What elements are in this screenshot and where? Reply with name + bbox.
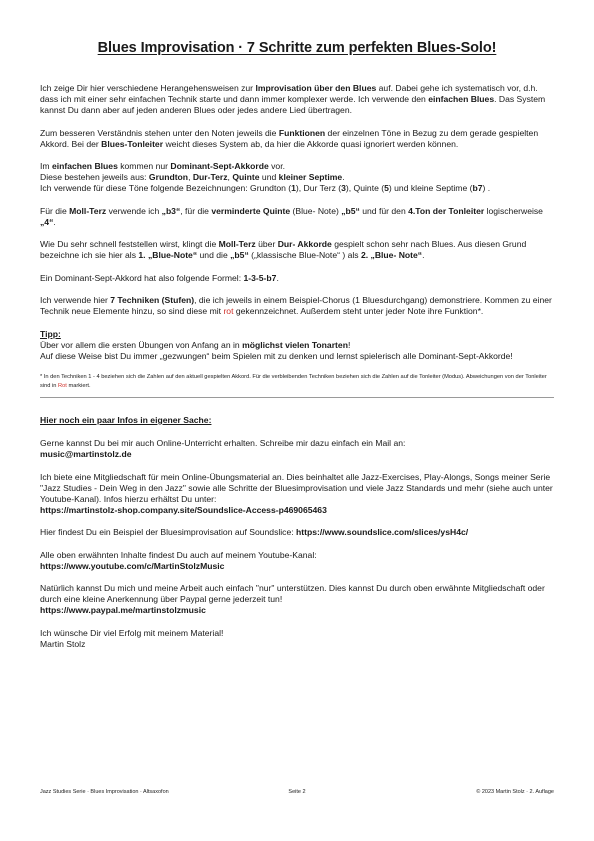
footer-series: Jazz Studies Serie · Blues Improvisation · Altsaxofon <box>40 789 169 795</box>
intro-paragraph <box>40 83 554 116</box>
p3-run: ) . <box>482 183 491 193</box>
p4-run: , für die <box>180 205 212 216</box>
p1-run: Ich zeige Dir hier verschiedene Herangehensweisen zur <box>40 83 256 93</box>
p5-run: . <box>422 250 425 260</box>
i3-run: Hier findest Du ein Beispiel der Bluesimprovisation auf Soundslice: <box>40 527 297 537</box>
p3-run: kleiner Septime <box>278 172 343 182</box>
p5-run: 1. „Blue-Note“ <box>138 250 198 260</box>
p1-run: Improvisation über den Blues <box>255 83 377 93</box>
p2-run: Funktionen <box>278 127 326 138</box>
tip_body-run: ! <box>347 339 351 350</box>
closing-paragraph <box>40 628 554 650</box>
info-paypal-paragraph <box>40 583 554 616</box>
section-divider <box>40 397 554 398</box>
p2-run: der einzelnen Töne in Bezug zu dem gerade gespielten Akkord. Bei der <box>40 127 539 149</box>
p6-run: 1-3-5-b7 <box>243 272 277 283</box>
p3-run: Quinte <box>232 172 260 182</box>
p5-run: über <box>255 239 278 249</box>
p3-run: 1 <box>291 183 296 193</box>
p5-run: („klassische Blue-Note“ ) als <box>248 250 361 260</box>
p4-run: Für die <box>40 205 70 216</box>
techniques-paragraph <box>40 295 554 317</box>
p5-run: Moll-Terz <box>218 239 256 249</box>
p3-run: und <box>259 172 279 182</box>
p1-run: . Das System kannst Du dann aber auf jeden anderen Blues oder jedes andere Lied übertragen. <box>40 94 546 115</box>
p2-run: Zum besseren Verständnis stehen unter den Noten jeweils die <box>40 127 279 138</box>
i6-run: Ich wünsche Dir viel Erfolg mit meinem Material! <box>40 627 224 638</box>
p4-run: . <box>53 216 56 227</box>
i1-run: music@martinstolz.de <box>40 449 132 459</box>
p4-run: „b3“ <box>161 205 181 216</box>
p4-run: „b5“ <box>341 205 360 216</box>
p4-run: verminderte Quinte <box>211 205 291 216</box>
p3-run: 3 <box>341 183 346 193</box>
info-soundslice-paragraph <box>40 527 554 538</box>
p3-run: Dominant-Sept-Akkorde <box>170 161 269 171</box>
chord-tones-paragraph <box>40 161 554 194</box>
i4-run: Alle oben erwähnten Inhalte findest Du auch auf meinem Youtube-Kanal: <box>40 549 317 560</box>
p5-run: „b5“ <box>230 250 249 260</box>
p5-run: Wie Du sehr schnell feststellen wirst, klingt die <box>40 239 219 249</box>
p3-run: Im <box>40 161 52 171</box>
p5-run: Dur- Akkorde <box>277 239 332 249</box>
p3-run: 5 <box>384 183 389 193</box>
p3-run: b7 <box>472 183 483 193</box>
p3-run: , <box>227 172 233 182</box>
p4-run: 4.Ton der Tonleiter <box>408 205 485 216</box>
i1-run: Gerne kannst Du bei mir auch Online-Unterricht erhalten. Schreibe mir dazu einfach ein Mail an: <box>40 438 406 448</box>
p3-run: Grundton <box>148 172 189 182</box>
footnote-run: * In den Techniken 1 - 4 beziehen sich die Zahlen auf den aktuell gespielten Akkord. Für die verbleibenden Techniken beziehen sich die Zahlen auf die Tonleiter (Modus). Abweichungen von der Tonleiter sind in <box>40 374 547 389</box>
tip-paragraph <box>40 340 554 362</box>
p4-run: verwende ich <box>106 205 162 216</box>
p4-run: und für den <box>359 205 409 216</box>
info-lessons-paragraph <box>40 438 554 460</box>
p4-run: logischerweise <box>484 205 543 216</box>
i5-run: https://www.paypal.me/martinstolzmusic <box>40 605 206 615</box>
p4-run: (Blue- Note) <box>290 205 342 216</box>
p3-run: ) und kleine Septime ( <box>388 183 473 193</box>
info-membership-paragraph <box>40 472 554 516</box>
footer-page-number: Seite 2 <box>288 789 306 795</box>
p3-run: kommen nur <box>117 161 171 171</box>
p2-run: weicht dieses System ab, da hier die Akkorde quasi ignoriert werden können. <box>163 138 459 149</box>
p1-run: einfachen Blues <box>428 94 495 104</box>
tip_body-run: möglichst vielen Tonarten <box>242 339 348 350</box>
page-title: Blues Improvisation · 7 Schritte zum perfekten Blues-Solo! <box>97 40 497 56</box>
p6-run: . <box>276 272 279 283</box>
p5-run: gespielt schon sehr nach Blues. Aus diesen Grund bezeichne ich sie hier als <box>40 239 527 260</box>
formula-paragraph <box>40 273 554 284</box>
p3-run: ), Quinte ( <box>345 183 385 193</box>
info-youtube-paragraph <box>40 550 554 572</box>
p7-run: gekennzeichnet. Außerdem steht unter jeder Note ihre Funktion*. <box>233 306 484 316</box>
footnote-run: Rot <box>58 382 67 389</box>
p3-run: ), Dur Terz ( <box>295 183 342 193</box>
p1-run: auf. Dabei gehe ich systematisch vor, d.h. dass ich mit einer sehr einfachen Technik starte und dann immer komplexer werde. Ich verwende den <box>40 83 538 104</box>
p2-run: Blues-Tonleiter <box>101 138 164 149</box>
tip-heading: Tipp: <box>40 328 61 339</box>
p3-run: Ich verwende für diese Töne folgende Bezeichnungen: Grundton ( <box>40 183 292 193</box>
document-page <box>40 40 554 661</box>
functions-paragraph <box>40 128 554 150</box>
i2-run: Ich biete eine Mitgliedschaft für mein Online-Übungsmaterial an. Dies beinhaltet alle Jazz-Exercises, Play-Alongs, Songs meiner Serie "Jazz Studies - Dein Weg in den Jazz" sowie alle Schritte der Bluesimprovisation und viele Jazz Standards und mehr (siehe auch unter Youtube-Kanal). Infos hierzu erhältst Du unter: <box>40 471 553 504</box>
footer-copyright: © 2023 Martin Stolz · 2. Auflage <box>476 789 554 795</box>
footnote-run: markiert. <box>66 382 91 389</box>
p5-run: 2. „Blue- Note“ <box>360 250 423 260</box>
footnote <box>40 373 554 390</box>
p3-run: Diese bestehen jeweils aus: <box>40 172 149 182</box>
p7-run: Ich verwende hier <box>40 295 111 305</box>
p5-run: und die <box>197 250 231 260</box>
tip_body-run: Auf diese Weise bist Du immer „gezwungen“ beim Spielen mit zu denken und lernst spielerisch alle Dominant-Sept-Akkorde! <box>40 350 513 361</box>
page-footer <box>40 789 554 795</box>
p7-run: 7 Techniken (Stufen) <box>110 295 195 305</box>
i4-run: https://www.youtube.com/c/MartinStolzMusic <box>40 560 225 571</box>
p3-run: . <box>342 172 345 182</box>
p7-run: , die ich jeweils in einem Beispiel-Chorus (1 Bluesdurchgang) demonstriere. Kommen zu einer Technik neue Elemente hinzu, so sind diese mit <box>40 295 552 316</box>
blue-notes-naming-paragraph <box>40 206 554 228</box>
p4-run: „4“ <box>40 216 54 227</box>
p3-run: einfachen Blues <box>51 161 118 171</box>
p6-run: Ein Dominant-Sept-Akkord hat also folgende Formel: <box>40 272 244 283</box>
blue-notes-paragraph <box>40 239 554 261</box>
p7-run: rot <box>223 306 234 316</box>
p3-run: vor. <box>268 161 285 171</box>
i5-run: Natürlich kannst Du mich und meine Arbeit auch einfach "nur" unterstützen. Dies kannst Du durch oben erwähnte Mitgliedschaft oder durch eine kleine Anerkennung über Paypal gerne jederzeit tun! <box>40 583 545 604</box>
i2-run: https://martinstolz-shop.company.site/Soundslice-Access-p469065463 <box>40 504 327 515</box>
i3-run: https://www.soundslice.com/slices/ysH4c/ <box>296 527 469 537</box>
p3-run: , <box>188 172 193 182</box>
p3-run: Dur-Terz <box>192 172 228 182</box>
i6-run: Martin Stolz <box>40 638 86 649</box>
info-heading: Hier noch ein paar Infos in eigener Sache: <box>40 415 212 425</box>
p4-run: Moll-Terz <box>69 205 107 216</box>
tip_body-run: Über vor allem die ersten Übungen von Anfang an in <box>40 339 243 350</box>
